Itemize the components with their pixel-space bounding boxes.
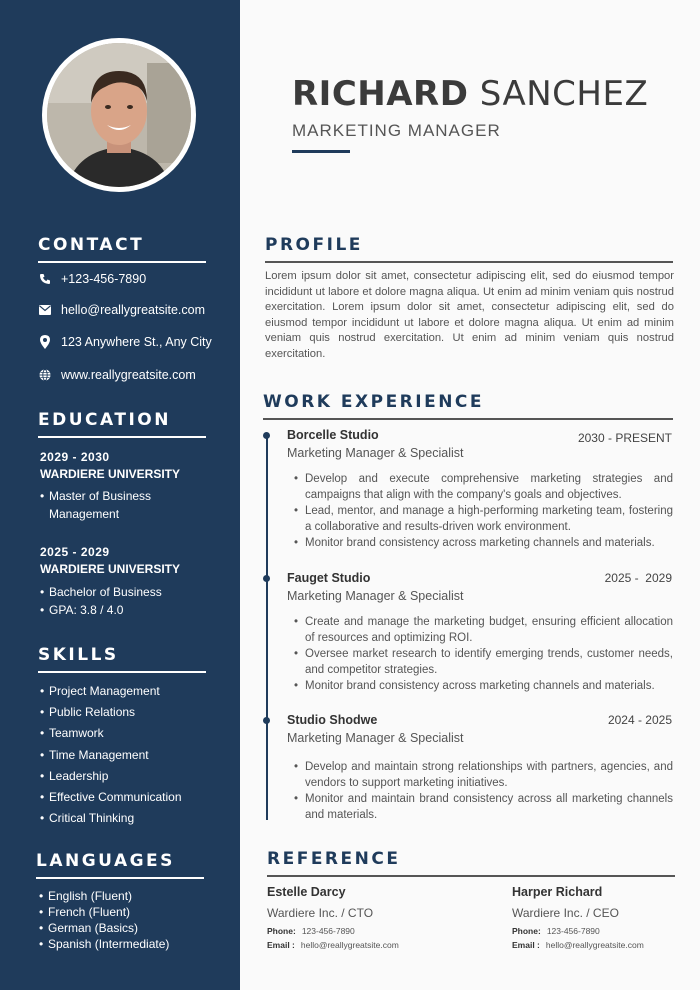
language-item: • Spanish (Intermediate) (39, 936, 169, 952)
job-bullets (305, 759, 673, 823)
job-dates: 2025 - 2029 (604, 571, 672, 585)
reference-phone: Phone: 123-456-7890 (512, 926, 600, 936)
education-divider (38, 436, 206, 438)
contact-email-text: hello@reallygreatsite.com (61, 303, 206, 317)
reference-name: Harper Richard (512, 885, 603, 899)
education-degree: • Bachelor of Business (40, 583, 162, 601)
languages-heading: LANGUAGES (36, 851, 175, 871)
job-bullet: • Monitor brand consistency across marketing channels and materials. (305, 535, 673, 551)
job-company: Fauget Studio (287, 571, 371, 585)
skill-item: • Time Management (40, 745, 182, 766)
reference-divider (267, 875, 675, 877)
sidebar (0, 0, 240, 990)
reference-org: Wardiere Inc. / CTO (267, 906, 374, 920)
job-bullets (305, 614, 673, 694)
contact-address-text: 123 Anywhere St., Any City (61, 335, 212, 349)
education-gpa: • GPA: 3.8 / 4.0 (40, 601, 162, 619)
profile-photo (47, 43, 191, 187)
job-bullet: • Create and manage the marketing budget, ensuring efficient allocation of resources and optimizing ROI. (305, 614, 673, 646)
job-bullet: • Monitor and maintain brand consistency across all marketing channels and materials. (305, 791, 673, 823)
job-role: MARKETING MANAGER (292, 121, 501, 140)
first-name: RICHARD (292, 74, 469, 114)
last-name: SANCHEZ (479, 74, 649, 114)
profile-heading: PROFILE (265, 235, 363, 255)
phone-icon (38, 272, 52, 286)
profile-divider (265, 261, 673, 263)
contact-website-text: www.reallygreatsite.com (61, 368, 196, 382)
language-item: • English (Fluent) (39, 888, 169, 904)
contact-website (38, 367, 196, 383)
reference-email: Email : hello@reallygreatsite.com (267, 940, 399, 950)
education-years: 2025 - 2029 (40, 545, 110, 559)
contact-divider (38, 261, 206, 263)
globe-icon (38, 368, 52, 382)
job-company: Studio Shodwe (287, 713, 378, 727)
skill-item: • Project Management (40, 681, 182, 702)
job-bullets (305, 471, 673, 551)
person-name (292, 74, 648, 114)
job-dates: 2030 - PRESENT (577, 431, 672, 445)
job-title: Marketing Manager & Specialist (287, 446, 464, 460)
job-title: Marketing Manager & Specialist (287, 731, 464, 745)
job-bullet: • Oversee market research to identify emerging trends, customer needs, and competitor strategies. (305, 646, 673, 678)
skills-list (40, 681, 182, 829)
education-university: WARDIERE UNIVERSITY (40, 467, 181, 481)
job-company: Borcelle Studio (287, 428, 379, 442)
language-item: • French (Fluent) (39, 904, 169, 920)
education-university: WARDIERE UNIVERSITY (40, 562, 181, 576)
education-years: 2029 - 2030 (40, 450, 110, 464)
reference-email: Email : hello@reallygreatsite.com (512, 940, 644, 950)
skills-divider (38, 671, 206, 673)
education-heading: EDUCATION (38, 410, 171, 430)
contact-phone-text: +123-456-7890 (61, 272, 147, 286)
location-pin-icon (38, 335, 52, 349)
reference-heading: REFERENCE (267, 849, 401, 869)
timeline-dot (263, 575, 270, 582)
languages-divider (36, 877, 204, 879)
reference-name: Estelle Darcy (267, 885, 346, 899)
job-bullet: • Monitor brand consistency across marketing channels and materials. (305, 678, 673, 694)
timeline-dot (263, 717, 270, 724)
envelope-icon (38, 303, 52, 317)
profile-photo-frame (42, 38, 196, 192)
job-bullet: • Develop and execute comprehensive marketing strategies and campaigns that align with the company's goals and objectives. (305, 471, 673, 503)
skill-item: • Public Relations (40, 702, 182, 723)
contact-address (38, 334, 212, 350)
contact-phone (38, 271, 146, 287)
reference-org: Wardiere Inc. / CEO (512, 906, 619, 920)
job-dates: 2024 - 2025 (607, 713, 672, 727)
education-degree: • Master of Business Management (40, 487, 151, 523)
skill-item: • Effective Communication (40, 787, 182, 808)
skill-item: • Critical Thinking (40, 808, 182, 829)
experience-divider (263, 418, 673, 420)
timeline-dot (263, 432, 270, 439)
language-item: • German (Basics) (39, 920, 169, 936)
reference-phone: Phone: 123-456-7890 (267, 926, 355, 936)
contact-email (38, 302, 205, 318)
languages-list (39, 888, 169, 952)
experience-heading: WORK EXPERIENCE (263, 392, 485, 412)
role-accent-bar (292, 150, 350, 153)
education-details (40, 487, 151, 523)
timeline-line (266, 434, 268, 820)
skill-item: • Teamwork (40, 723, 182, 744)
job-title: Marketing Manager & Specialist (287, 589, 464, 603)
education-details (40, 583, 162, 619)
skills-heading: SKILLS (38, 645, 119, 665)
job-bullet: • Develop and maintain strong relationships with partners, agencies, and vendors to support marketing initiatives. (305, 759, 673, 791)
profile-text: Lorem ipsum dolor sit amet, consectetur adipiscing elit, sed do eiusmod tempor incididunt ut labore et dolore magna aliqua. Ut enim ad minim veniam quis nostrud exercitation. Lorem ipsum dolor sit amet, consectetur adipiscing elit, sed do eiusmod tempor incididunt ut labore et dolore magna aliqua. Ut enim ad minim veniam quis nostrud exercitation. Ut enim ad minim veniam quis nostrud exercitation. (265, 270, 674, 360)
skill-item: • Leadership (40, 766, 182, 787)
contact-heading: CONTACT (38, 235, 145, 255)
job-bullet: • Lead, mentor, and manage a high-performing marketing team, fostering a collaborative and results-driven work environment. (305, 503, 673, 535)
